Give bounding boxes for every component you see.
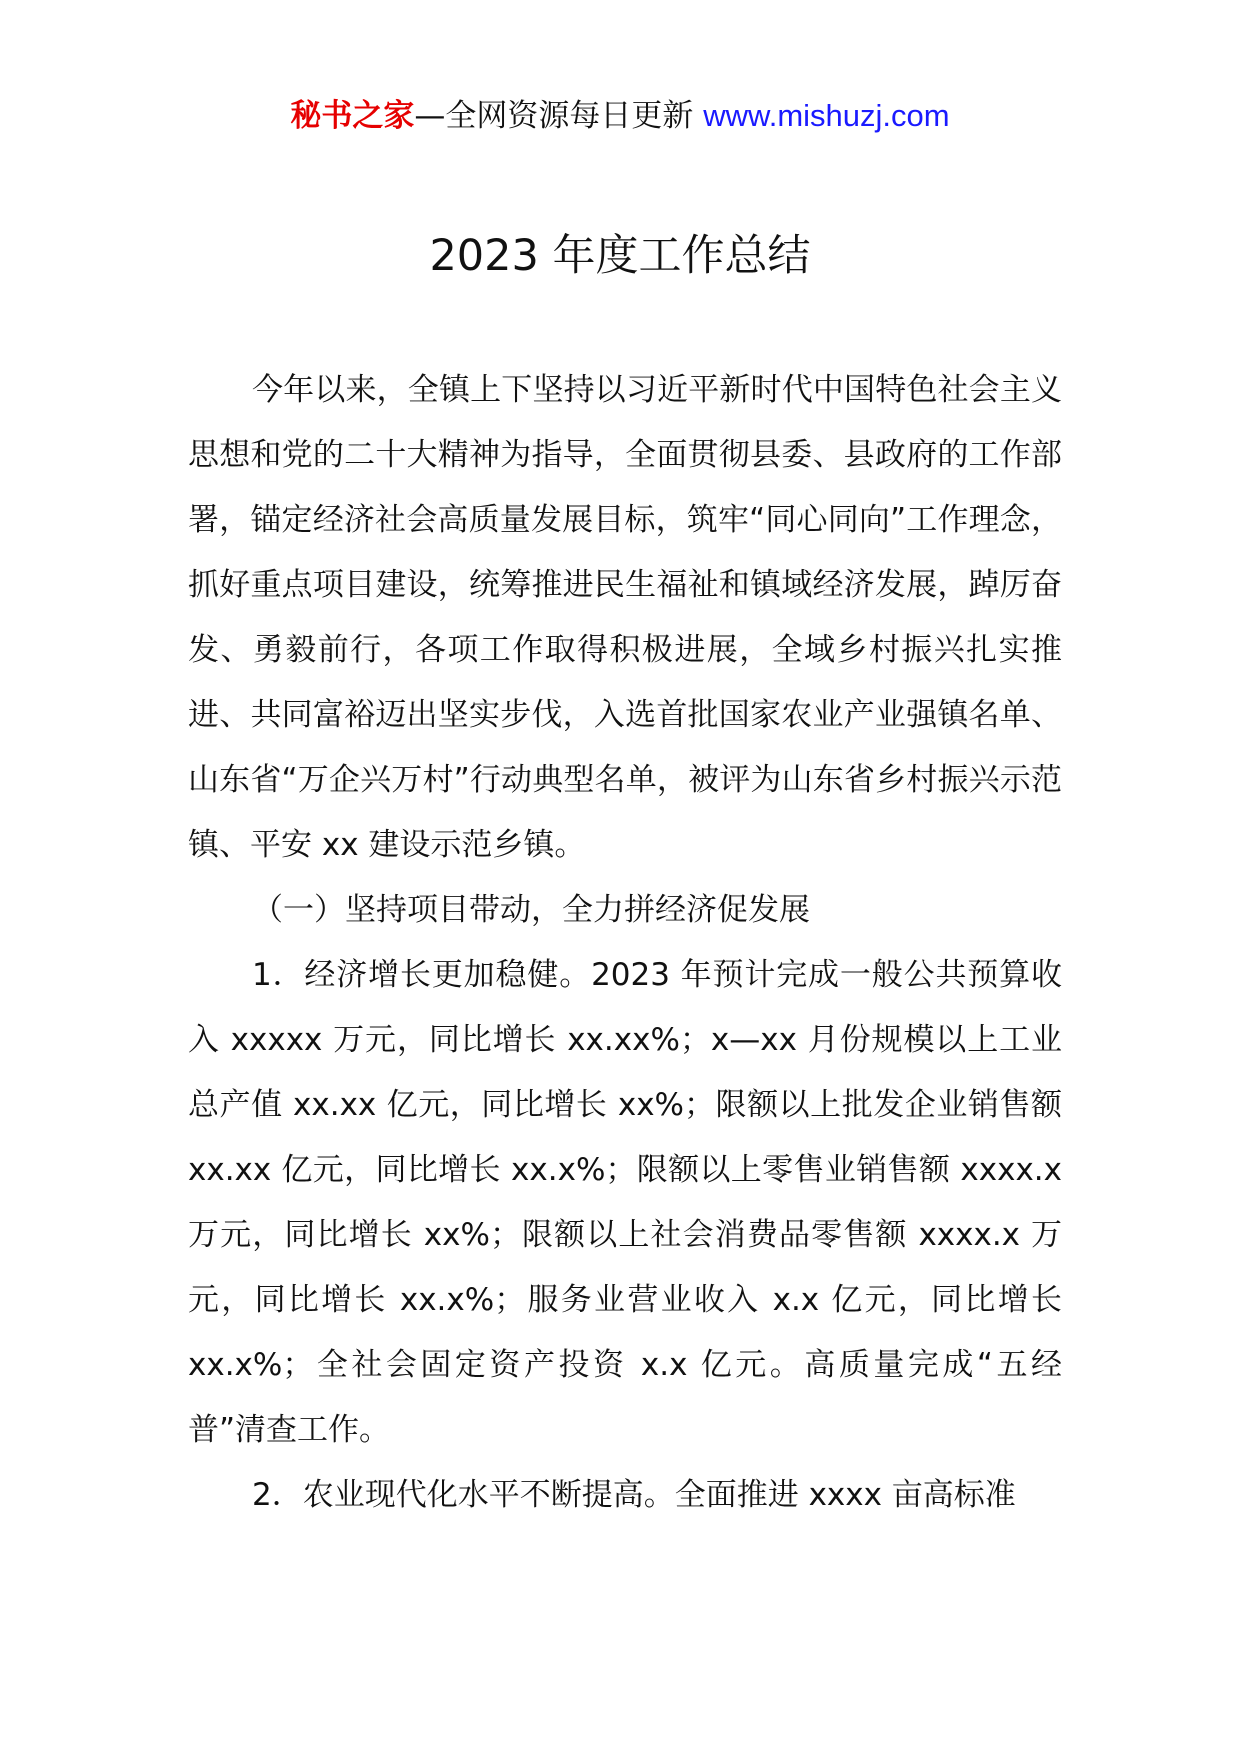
header-slogan: —全网资源每日更新 <box>414 98 704 134</box>
brand-name: 秘书之家 <box>290 98 415 134</box>
site-header <box>0 96 1240 136</box>
agriculture-paragraph: 2．农业现代化水平不断提高。全面推进 xxxx 亩高标准 <box>252 1477 1016 1513</box>
section-heading: （一）坚持项目带动，全力拼经济促发展 <box>252 892 810 928</box>
economy-paragraph: 1．经济增长更加稳健。2023 年预计完成一般公共预算收入 xxxxx 万元，同比增长 xx.xx%；x—xx 月份规模以上工业总产值 xx.xx 亿元，同比增长 xx%；限额以上批发企业销售额 xx.xx 亿元，同比增长 xx.x%；限额以上零售业销售额 xxxx.x 万元，同比增长 xx%；限额以上社会消费品零售额 xxxx.x 万元，同比增长 xx.x%；服务业营业收入 x.x 亿元，同比增长 xx.x%；全社会固定资产投资 x.x 亿元。高质量完成“五经普”清查工作。 <box>188 957 1062 1448</box>
document-body <box>188 358 1062 1528</box>
intro-paragraph: 今年以来，全镇上下坚持以习近平新时代中国特色社会主义思想和党的二十大精神为指导，全面贯彻县委、县政府的工作部署，锚定经济社会高质量发展目标，筑牢“同心同向”工作理念，抓好重点项目建设，统筹推进民生福祉和镇域经济发展，踔厉奋发、勇毅前行，各项工作取得积极进展，全域乡村振兴扎实推进、共同富裕迈出坚实步伐，入选首批国家农业产业强镇名单、山东省“万企兴万村”行动典型名单，被评为山东省乡村振兴示范镇、平安 xx 建设示范乡镇。 <box>188 372 1062 863</box>
document-title: 2023 年度工作总结 <box>429 231 811 281</box>
site-url-link[interactable]: www.mishuzj.com <box>703 98 950 133</box>
